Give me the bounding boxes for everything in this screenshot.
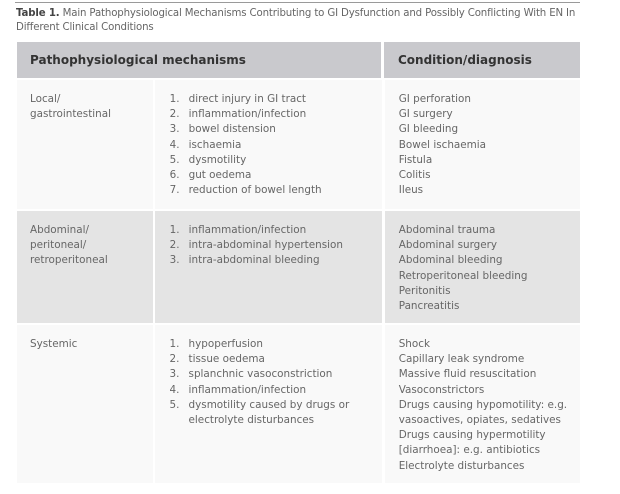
category-cell: Abdominal/ peritoneal/ retroperitoneal [17,211,153,323]
condition-list [399,337,580,474]
mechanism-item [170,253,382,268]
mechanism-number: 4. [169,138,180,151]
caption-text: Main Pathophysiological Mechanisms Contributing to GI Dysfunction and Possibly Conflicting With EN In Different Clinical Conditions [16,8,576,33]
table-row [17,211,580,323]
condition-item: Shock [398,338,430,350]
mechanism-item [170,92,382,107]
condition-item: Colitis [398,169,431,182]
category-cell: Local/ gastrointestinal [17,80,153,209]
mechanism-item [170,138,382,153]
table-header-row [17,42,580,78]
condition-item: Electrolyte disturbances [398,459,525,472]
mechanism-number: 1. [169,338,180,350]
mechanism-text: dysmotility [188,153,247,166]
condition-item: Vasoconstrictors [398,383,485,396]
mechanism-item [170,153,382,168]
table-row [17,325,580,483]
header-mechanisms: Pathophysiological mechanisms [17,42,381,78]
mechanism-text: inflammation/infection [188,383,307,396]
mechanism-list [170,337,382,428]
mechanism-text: tissue oedema [188,353,265,366]
condition-item: Peritonitis [398,284,451,297]
condition-item: Fistula [398,153,433,166]
mechanism-text: inflammation/infection [188,224,307,236]
mechanism-list-cell [155,80,382,209]
mechanism-text: intra-abdominal bleeding [188,254,320,267]
mechanism-item [170,238,382,253]
mechanism-item [170,352,382,367]
condition-list [399,223,580,314]
mechanism-text: hypoperfusion [188,338,263,350]
mechanism-number: 3. [169,123,180,136]
mechanism-list-cell [155,211,382,323]
mechanism-number: 5. [169,153,180,166]
condition-item: GI bleeding [398,123,459,136]
mechanism-text: reduction of bowel length [188,184,322,197]
condition-cell [385,211,580,323]
condition-cell [385,325,580,483]
category-cell: Systemic [17,325,153,483]
mechanism-item [170,337,382,352]
condition-item: GI perforation [398,93,471,105]
mechanism-number: 2. [169,108,180,121]
condition-item: Drugs causing hypermotility [diarrhoea]: e.g. antibiotics [398,429,546,457]
mechanism-number: 2. [169,239,180,252]
table-caption [16,7,586,34]
table-row [17,80,580,209]
mechanism-item [170,183,382,198]
condition-item: Retroperitoneal bleeding [398,269,528,282]
mechanism-text: intra-abdominal hypertension [188,239,343,252]
mechanism-number: 4. [169,383,180,396]
mechanism-number: 3. [169,368,180,381]
mechanism-item [170,383,382,398]
mechanism-number: 2. [169,353,180,366]
mechanism-list [170,92,382,198]
mechanism-text: splanchnic vasoconstriction [188,368,333,381]
mechanism-item [170,367,382,382]
mechanism-item [170,122,382,137]
header-condition: Condition/diagnosis [384,42,580,78]
mechanism-number: 6. [169,169,180,182]
condition-list [399,92,580,198]
condition-item: GI surgery [398,108,453,121]
mechanism-number: 3. [169,254,180,267]
mechanism-item [170,223,382,238]
mechanism-list-cell [155,325,382,483]
mechanism-text: dysmotility caused by drugs or electrolyte disturbances [188,398,350,427]
condition-item: Pancreatitis [398,300,460,313]
condition-item: Abdominal trauma [398,224,496,236]
mechanisms-table [17,42,580,483]
mechanism-number: 1. [169,224,180,236]
mechanism-text: direct injury in GI tract [188,93,306,105]
condition-item: Ileus [398,184,424,197]
top-rule [15,2,580,3]
condition-item: Capillary leak syndrome [398,353,525,366]
condition-cell [385,80,580,209]
mechanism-item [170,398,382,428]
condition-item: Abdominal surgery [398,239,498,252]
mechanism-item [170,168,382,183]
mechanism-number: 5. [169,398,180,411]
caption-label: Table 1. [16,8,60,19]
mechanism-number: 1. [169,93,180,105]
mechanism-text: gut oedema [188,169,252,182]
condition-item: Drugs causing hypomotility: e.g. vasoactives, opiates, sedatives [398,398,568,427]
mechanism-list [170,223,382,269]
mechanism-item [170,107,382,122]
mechanism-text: ischaemia [188,138,242,151]
condition-item: Massive fluid resuscitation [398,368,537,381]
condition-item: Abdominal bleeding [398,254,503,267]
mechanism-number: 7. [169,184,180,197]
condition-item: Bowel ischaemia [398,138,487,151]
mechanism-text: bowel distension [188,123,276,136]
mechanism-text: inflammation/infection [188,108,307,121]
